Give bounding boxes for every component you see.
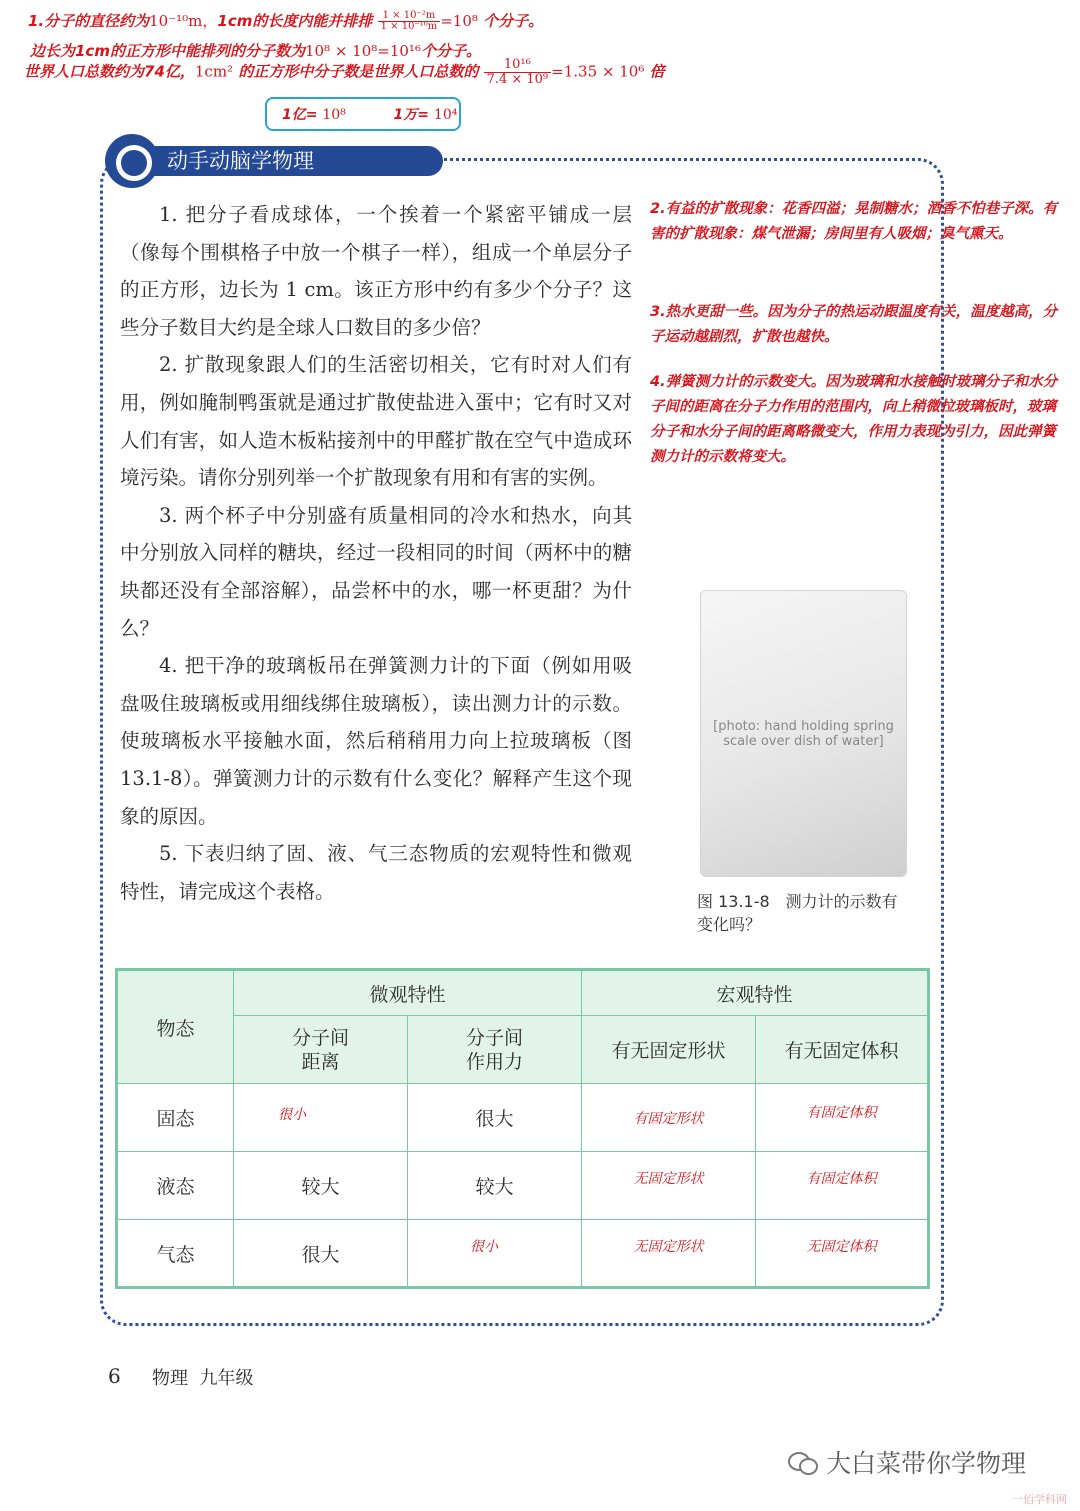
annotation-value: 1cm² <box>194 62 234 81</box>
answer-2: 2.有益的扩散现象：花香四溢；晃制糖水；酒香不怕巷子深。有害的扩散现象：煤气泄漏；房间里有人吸烟；臭气熏天。 <box>650 201 1058 242</box>
header-shape: 有无固定形状 <box>582 1016 756 1084</box>
page-number: 6 <box>108 1364 121 1388</box>
question-4: 4. 把干净的玻璃板吊在弹簧测力计的下面（例如用吸盘吸住玻璃板或用细线绑住玻璃板），读出测力计的示数。使玻璃板水平接触水面，然后稍稍用力向上拉玻璃板（图 13.1-8）。弹簧测力计的示数有什么变化？解释产生这个现象的原因。 <box>120 654 632 828</box>
annotation-text: 的正方形中分子数是世界人口总数的 <box>238 62 479 81</box>
states-table <box>115 968 930 1289</box>
cell-distance: 较大 <box>234 1152 408 1220</box>
annotation-value: 10⁸ <box>322 107 346 123</box>
fraction-denominator: 1 × 10⁻¹⁰m <box>380 21 438 32</box>
table-row <box>117 1084 929 1152</box>
annotation-text: 边长为1cm的正方形中能排列的分子数为 <box>30 42 305 60</box>
annotation-text: 1cm的长度内能并排排 <box>217 12 373 30</box>
annotation-value: =1.35 × 10⁶ <box>551 62 645 81</box>
header-macro: 宏观特性 <box>582 970 929 1016</box>
annotation-text: 世界人口总数约为74亿， <box>24 62 195 81</box>
figure-photo <box>700 590 907 877</box>
banner-icon <box>105 134 159 188</box>
annotation-text: 个分子。 <box>420 42 481 60</box>
watermark <box>788 1444 1026 1480</box>
site-watermark: 一佰学科网 <box>1012 1493 1067 1506</box>
answer-4: 4.弹簧测力计的示数变大。因为玻璃和水接触时玻璃分子和水分子间的距离在分子力作用的范围内，向上稍微拉玻璃板时，玻璃分子和水分子间的距离略微变大，作用力表现为引力，因此弹簧测力计的示数将变大。 <box>650 374 1058 465</box>
cell-shape: 有固定形状 <box>582 1084 756 1152</box>
fraction-denominator: 7.4 × 10⁹ <box>486 71 549 87</box>
annotation-text: 倍 <box>649 62 665 81</box>
annotation-text: 1万= <box>393 107 430 123</box>
header-micro: 微观特性 <box>234 970 582 1016</box>
cell-state: 液态 <box>117 1152 234 1220</box>
section-title: 动手动脑学物理 <box>167 149 314 173</box>
header-force: 分子间 作用力 <box>408 1016 582 1084</box>
cell-volume: 有固定体积 <box>756 1084 929 1152</box>
header-volume: 有无固定体积 <box>756 1016 929 1084</box>
unit-conversion-text <box>282 104 457 124</box>
question-1: 1. 把分子看成球体，一个挨着一个紧密平铺成一层（像每个围棋格子中放一个棋子一样），组成一个单层分子的正方形，边长为 1 cm。该正方形中约有多少个分子？这些分子数目大约是全球人口数目的多少倍？ <box>120 203 632 339</box>
annotation-line-3 <box>24 58 665 86</box>
figure-placeholder: [photo: hand holding spring scale over dish of water] <box>713 718 894 749</box>
question-3: 3. 两个杯子中分别盛有质量相同的冷水和热水，向其中分别放入同样的糖块，经过一段相同的时间（两杯中的糖块都还没有全部溶解），品尝杯中的水，哪一杯更甜？为什么？ <box>120 503 632 640</box>
cell-volume: 无固定体积 <box>756 1220 929 1288</box>
cell-force: 很大 <box>408 1084 582 1152</box>
section-banner <box>105 134 345 188</box>
annotation-value: 10⁸ × 10⁸=10¹⁶ <box>304 42 421 60</box>
question-2: 2. 扩散现象跟人们的生活密切相关，它有时对人们有用，例如腌制鸭蛋就是通过扩散使盐进入蛋中；它有时又对人们有害，如人造木板粘接剂中的甲醛扩散在空气中造成环境污染。请你分别列举一个扩散现象有用和有害的实例。 <box>120 353 632 490</box>
annotation-fraction <box>378 11 441 33</box>
annotation-value: 10⁻¹⁰m， <box>149 12 218 30</box>
cell-distance: 很小 <box>234 1084 408 1152</box>
annotation-line-1 <box>28 10 543 33</box>
book-title: 物理 九年级 <box>152 1368 254 1389</box>
annotation-value: 10⁴ <box>433 107 458 123</box>
question-5: 5. 下表归纳了固、液、气三态物质的宏观特性和微观特性，请完成这个表格。 <box>120 842 632 903</box>
header-state: 物态 <box>117 970 234 1084</box>
fraction-numerator: 10¹⁶ <box>484 58 552 73</box>
cell-distance: 很大 <box>234 1220 408 1288</box>
cell-volume: 有固定体积 <box>756 1152 929 1220</box>
figure-caption: 图 13.1-8 测力计的示数有变化吗？ <box>697 892 898 934</box>
fraction-numerator: 1 × 10⁻²m <box>378 11 441 23</box>
cell-force: 很小 <box>408 1220 582 1288</box>
header-distance: 分子间 距离 <box>234 1016 408 1084</box>
annotation-value: =10⁸ <box>440 12 478 30</box>
ring-icon <box>116 145 152 181</box>
table-row <box>117 1152 929 1220</box>
cell-state: 固态 <box>117 1084 234 1152</box>
question-list <box>120 196 632 910</box>
annotation-text: 1.分子的直径约为 <box>28 12 150 30</box>
annotation-text: 1亿= <box>282 107 318 123</box>
cell-shape: 无固定形状 <box>582 1152 756 1220</box>
annotation-fraction <box>484 58 552 86</box>
wechat-icon <box>788 1450 818 1474</box>
answer-3: 3.热水更甜一些。因为分子的热运动跟温度有关，温度越高，分子运动越剧烈，扩散也越快。 <box>650 304 1058 345</box>
cell-state: 气态 <box>117 1220 234 1288</box>
cell-force: 较大 <box>408 1152 582 1220</box>
watermark-text: 大白菜带你学物理 <box>826 1449 1027 1478</box>
table-row <box>117 1220 929 1288</box>
cell-shape: 无固定形状 <box>582 1220 756 1288</box>
annotation-text: 个分子。 <box>483 12 544 30</box>
